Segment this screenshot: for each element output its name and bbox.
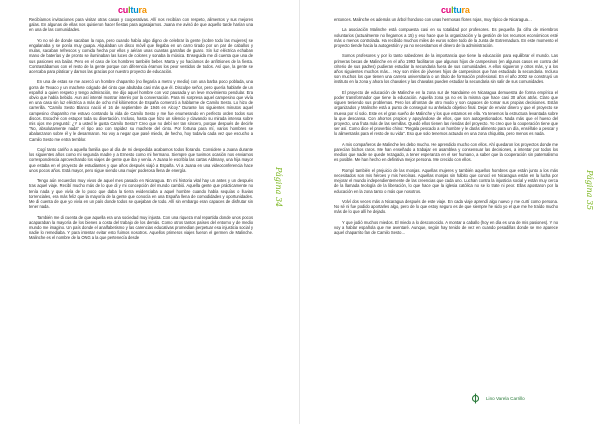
paragraph: Volví dos veces más a Nicaragua después de este viaje. En cada viaje aprendí algo nuevo y me curtí como persona. No sé ni fue podido aportarles algo, pero de lo que estoy seguro es de que siempre he sido yo el que me he traído mucho más de lo que allí he dejado. (334, 199, 558, 215)
paragraph: El proyecto de educación de Malinche en la zona sur de Nandaime en Nicaragua demuestra de forma empírica el poder transformador que tiene la educación. Aquella zona ya no es la misma que hace casi 30 años atrás. Claro que siguen teniendo sus problemas. Pero los afrontan de otro modo y son capaces de tomar sus propias decisiones. Están organizados y Malinche está a punto de conseguir su anhelado objetivo final. Dejar de enviar dinero y que el proyecto se mueva por sí solo. Este es el gran sueño de Malinche y los que estamos en ella. Ya tenemos la estructura levantada sobre la que descansa. Con ahorros propios y apoyándose de ellos, que son autogestionados. Nada más que el hueso del proyecto, una fruta más de las semillas. Quedó ellos tienen las riendas del proyecto. Yo creo que la cooperación tiene que ser así. Como dice el proverbio chino: "Regala pescado a un hombre y le darás alimento para un día, enséñale a pescar y lo alimentarás para el resto de su vida". Eso que solo tenemos actuado en una zona chiquitita, pero menos es nada. (334, 89, 558, 137)
paragraph: Yo no sé de donde sacaban la ropa, pero cuando había algo digno de celebrar la gente (sobre todo las mujeres) se engalanaba y se ponía muy guapa. Alquilaban un disco móvil que llegaba en un carro tirado por un par de caballos y mulas, sacaban refrescos y comida hecha por ellos y aérian unas cuantas garrafas de guaro. Sin luz eléctrica echaban mano de baterías y de pronto se iluminaban las luces de colores y sonaba la música. Enseguida me di cuenta que una de sus pasiones era bailar. Pero en el caso de los hombres también beber. Marta y yo hacíamos de anfitriones de la fiesta. Contrastábamos con el resto de la gente porque con diferencia éramos los peor vestidos de todos. Así que, la gente se acercaba para platicar y darnos las gracias por nuestro proyecto de educación. (29, 37, 253, 75)
cultura-logo (118, 5, 147, 15)
right-page (300, 0, 600, 424)
phi-logo-icon (470, 393, 481, 404)
paragraph: Rompí también el prejuicio de las monjas. Aquellas mujeres y también aquellos hombres que están junto a los más necesitados son mis héroes y mis heroínas. Aquellas monjas sin hábito que conocí en Nicaragua están en la lucha por mejorar el mundo independientemente de las creencias que cada uno. Luchan contra la injusticia social y están muy cerca de la llamada teología de la liberación, lo que hace que la iglesia católica no se lo trate ni peor. Ellas apostaron por la educación en la zona tanto o más que nosotros. (334, 167, 558, 194)
logo-part-4: ra (461, 5, 470, 15)
logo-part-1: cu (441, 5, 452, 15)
page-number-right: Página 35 (585, 170, 594, 211)
logo-part-4: ra (138, 5, 147, 15)
paragraph: En una de estas se me acercó un hombre chaparrito (no llegaría a metro y medio) con una barba poco poblada, una gorra de Texaco y un machete colgado del cinto que abultaba casi más que él. Disculpe señor, pero quería hablarle de un español a quien respeto y tengo admiración, me dijo aquel hombre con voz pausada y un leve movimiento pendular. Era obvio que había bebido. Aun así intenté mostrar interés por la conversación. Para mi sorpresa aquel campesino que vivía en una casa sin luz eléctrica a más de ocho mil kilómetros de España comenzó a hablarme de Camilo Sesto. Lo hizo de carrerilla. "Camilo Sesto Blanco nació el 16 de septiembre de 1946 en Alcoy." Durante los siguientes minutos aquel campesino chaparrito me estuvo contando la vida de Camilo Sesto y me fue enumerando en perfecto orden todos sus discos. Escuché con estupor toda su disertación. Incluso, hasta que hizo un silencio y clavando su mirada intensa sobre mis ojos me preguntó: ¿Y a usted le gusta Camilo Sesto? Creo que no debí ser tan sincero, porque después de decirle "No, absolutamente nada" el tipo aso con rapidez su machete del cinto. Por fortuna para mí, varios hombres se abalanzaron sobre él y le desarmaron. No voy a negar que pasé miedo, de hecho, hoy todavía cada vez que escucho a Camilo Sesto me entra temblor. (29, 79, 253, 142)
author-signature (470, 393, 525, 404)
paragraph: Cogí tanto cariño a aquella familia que al día de mi despedida acabamos todos llorando. Considere a Juana durante los siguientes años como mi segunda madre y a Ernesto como mi hermano. Siempre que tuvimos ocasión nos enviamos correspondencia aprovechando los viajes de gente que iba y venía. A Juana le escribía las cartas Aldmany, una hija mayor que estaba en el proyecto de estudiantes y que años después viajó a España. Vi a Juana en una videoconferencia hace unos pocos años. Está mayor, pero sigue siendo una mujer poderosa llena de energía. (29, 147, 253, 173)
paragraph: Tengo aún recuerdos muy vivos de aquel mes pasado en Nicaragua. En mi historia vital hay un antes y un después tras aquel viaje. Recibí mucho más de lo que di y mi concepción del mundo cambió. Aquella gente que prácticamente no tenía nada y que vivía de lo poco que daba la tierra evidenciaba a aquel hombre cuando había sequías o lluvias torrenciales, era más feliz que la mayoría de la gente que conocía en una España llena de comodidades y oportunidades. Me di cuenta de que yo vivía en un país donde todos se quejaban de todo. Allí sin embargo eran capaces de disfrutar sin tener nada. (29, 178, 253, 210)
left-page-body (29, 17, 253, 246)
paragraph: Somos profesores y por lo tanto sabedores de la importancia que tiene la educación para equilibrar el mundo. Las primeras becas de Malinche en el año 1993 facilitaron que algunos hijos de campesinos (en algunos casos en contra del criterio de sus padres) pudieran estudiar la secundaria fuera de sus comunidades. A ellos siguieron y otros más, y a los años siguientes muchos más… Hoy son miles de jóvenes hijos de campesinos que han estudiado la secundaria. Incluso son muchos los que tienen una carrera universitaria o un título de formación profesional. En el año 2002 se construyó un instituto en la zona y ahora los chavales y las chavalas pueden estudiar la secundaria sin salir de sus comunidades. (334, 53, 558, 85)
cultura-logo (441, 5, 470, 15)
logo-part-3: tu (453, 5, 462, 15)
paragraph: También me di cuenta de que aquella era una sociedad muy injusta. Con una riqueza mal repartida donde unos pocos acaparaban la mayoría de los bienes a costa del trabajo de los demás. Como otros tantos países del entorno y de medio mundo me imagino. Un país donde el analfabetismo y las carencias educativas promedian perpetuar esa injusticia social y nadie lo remediaba. Y para intentar evitar esto fuimos nosotros. Aquellos primeros viajes fueron el germen de Malinche. Malinche es el nombre de la ONG a la que pertenecía desde (29, 214, 253, 241)
paragraph: La asociación Malinche está compuesta casi en su totalidad por profesores. Es pequeña (la cifra de miembros voluntarios (actualmente no llegamos a 15) y eso hace que la organización y la gestión de los recursos económicos esté más o menos controlada. Ha recibido muchos miles de euros sobre todo de la Junta de Extremadura. En este momento el proyecto tiende hacia la autogestión y ya no necesitamos el dinero de la administración. (334, 27, 558, 48)
right-page-body (334, 17, 558, 241)
page-number-left: Página 34 (274, 167, 283, 208)
paragraph: Y que jodió muchos miedos. El miedo a lo desconocido. A montar a caballo (hoy en día es una de mis pasiones). Y no voy a hablar española que me aventaré. Aunque, según hay tenido de vez en cuando pesadillas donde se me aparece aquel chaparrito fan de Camilo Sesto… (334, 219, 558, 236)
paragraph: Recibíamos invitaciones para visitar otras casas y cooperativas. Allí nos recibían con respeto, alimentos y sus mejores galas. En algunas de ellas nos quisieron hacer fiestas para agasajarnos. Juana me avisó de que aquello tarde harían una en una de las comunidades. (29, 17, 253, 33)
logo-part-3: tu (130, 5, 139, 15)
paragraph: A mis compañeros de Malinche les debo mucho. He aprendido mucho con ellos. Ahí quedaron los proyectos donde me parecían bichos raros. Me han enseñado a trabajar en asamblea y consensuar las decisiones, a intentar por todos los medios que nadie se quede rezagado, a tener esperanza en el ser humano, a saber que la cooperación sin paternalismo es posible. Me han hecho en definitiva mejor persona. Me crecido con ellos. (334, 141, 558, 163)
logo-part-2: l (128, 5, 131, 15)
author-name: Lino Varela Carrillo (486, 396, 525, 401)
logo-part-1: cu (118, 5, 129, 15)
logo-part-2: l (451, 5, 454, 15)
paragraph: entonces. Malinche es además un árbol frondoso con unas hermosas flores rojas, muy típico de Nicaragua… (334, 17, 532, 22)
